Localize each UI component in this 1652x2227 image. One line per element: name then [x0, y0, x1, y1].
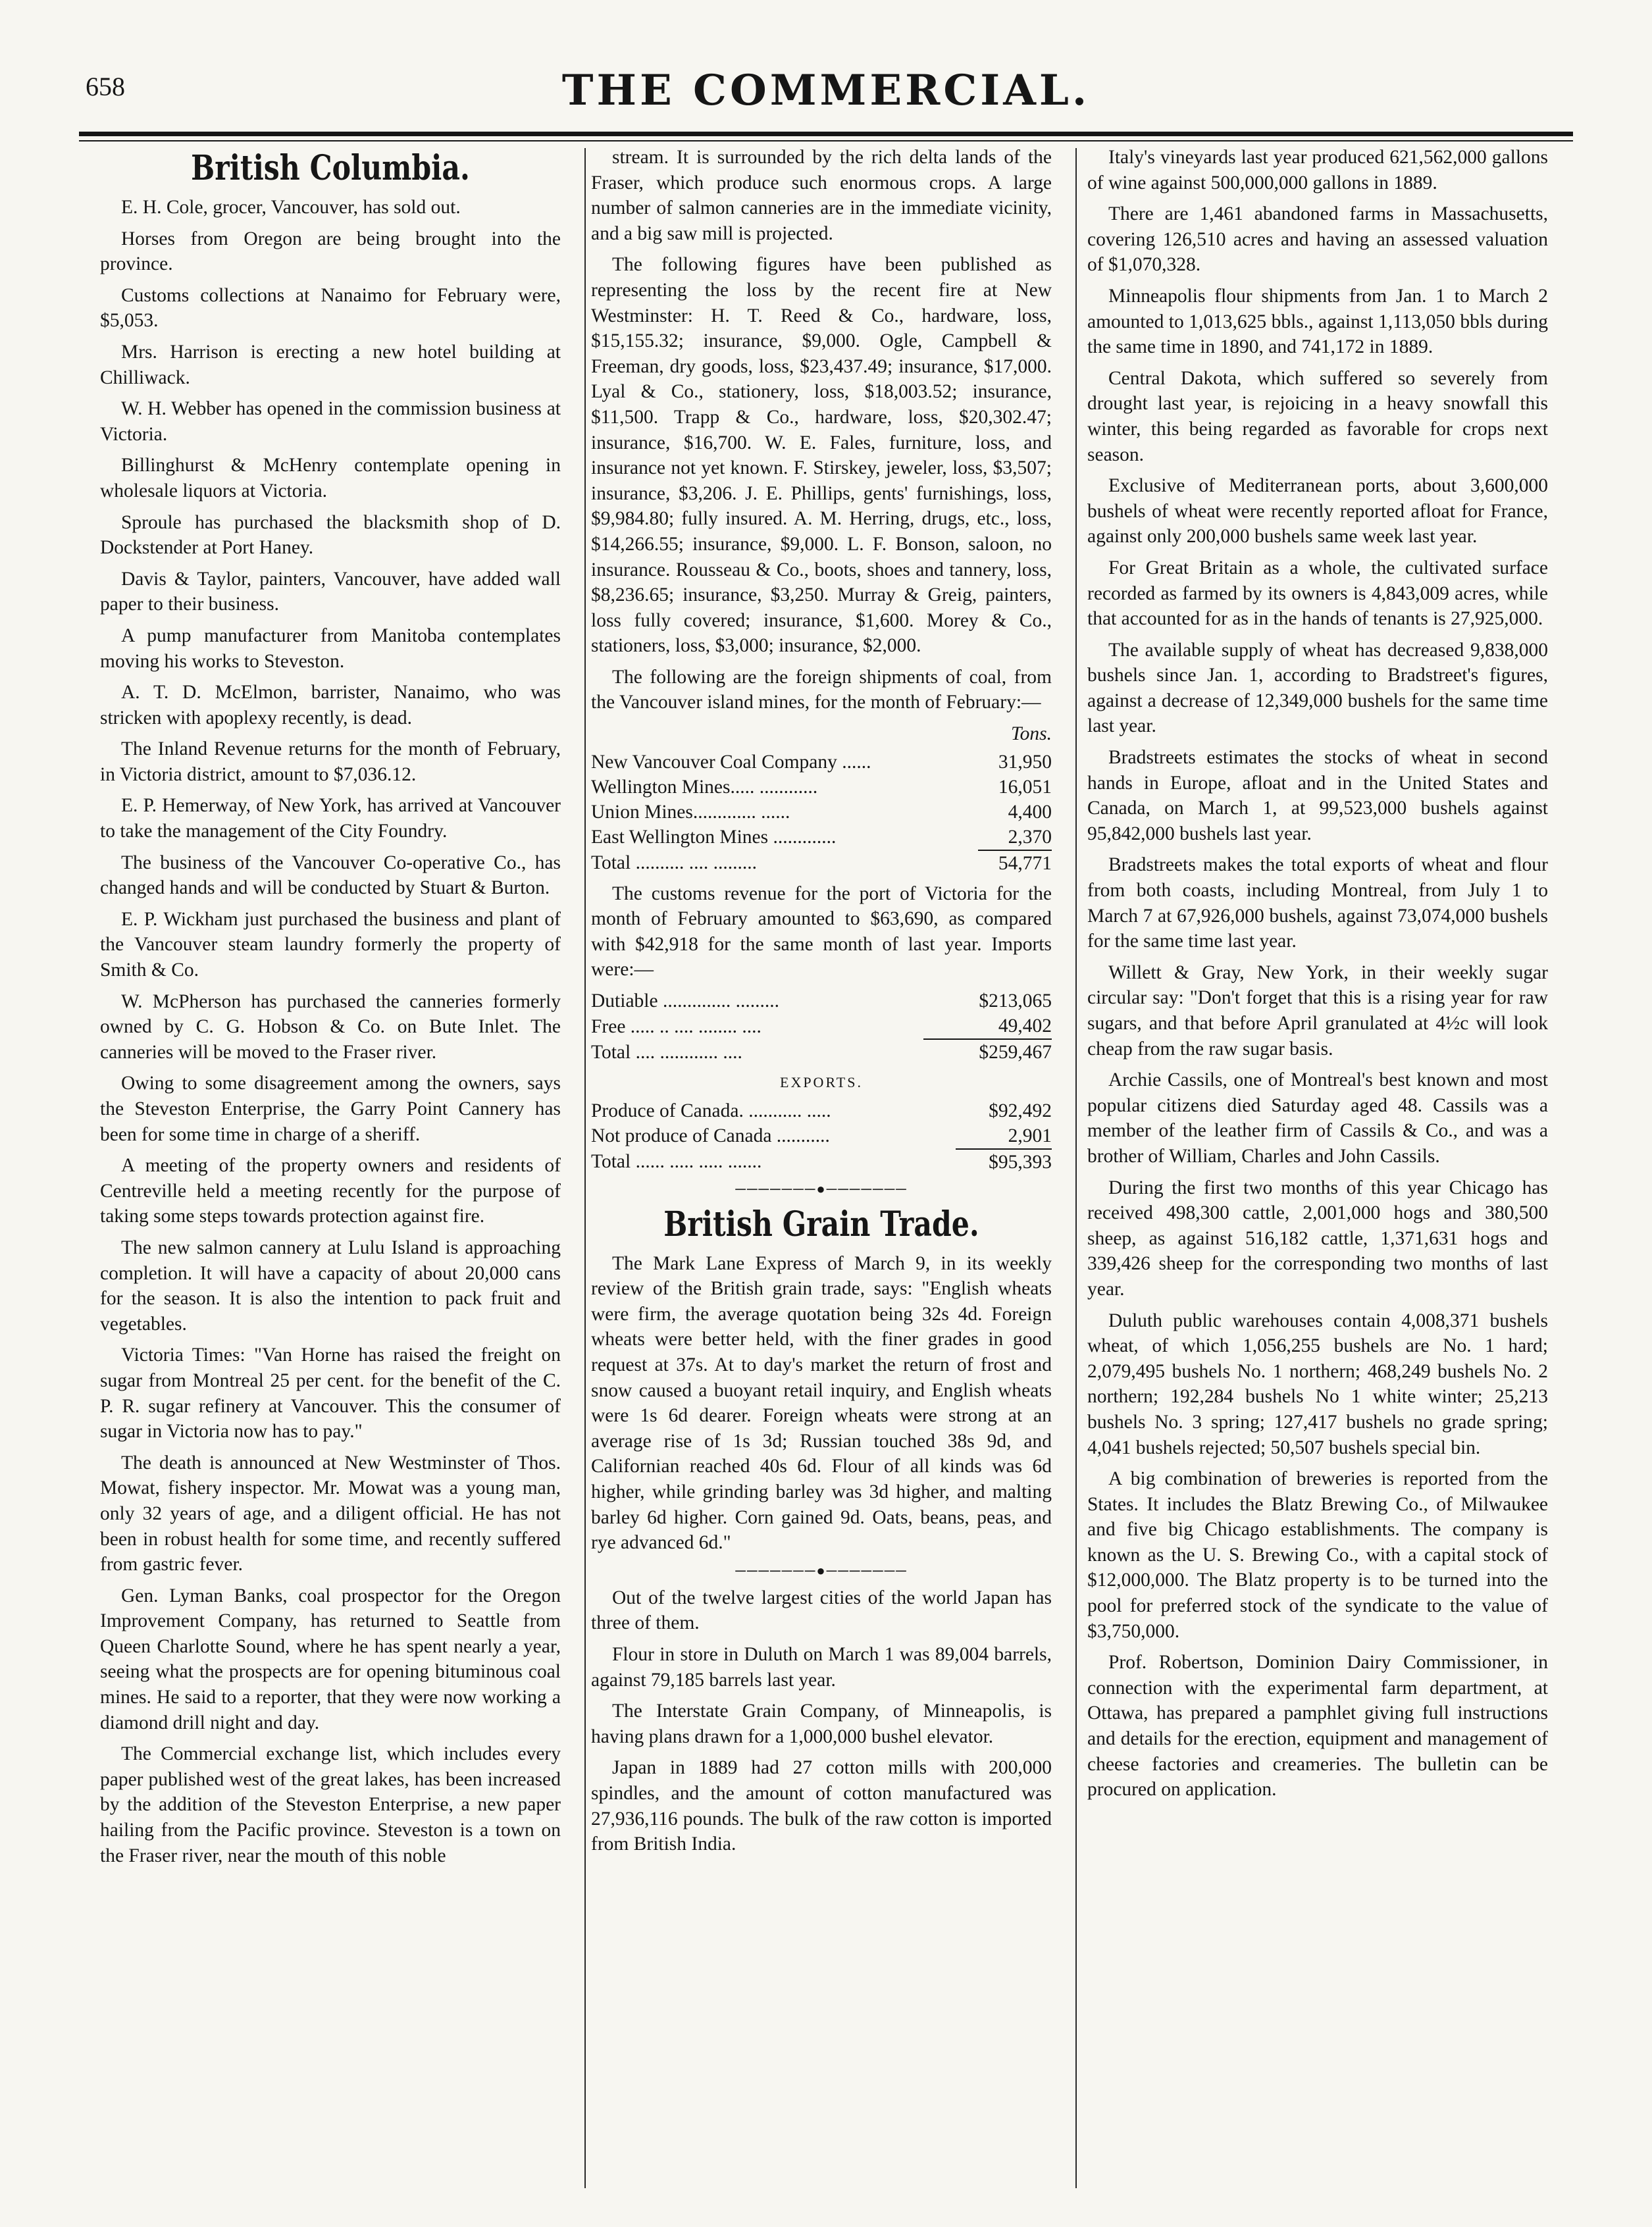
- separator-ornament: ───────●───────: [735, 1562, 908, 1579]
- news-paragraph: The available supply of wheat has decreased 9,838,000 bushels since Jan. 1, according to Bradstreet's figures, against a decrease of 12,349,000 bushels for the same time last year.: [1087, 639, 1548, 737]
- export-row: [591, 1098, 1052, 1123]
- news-paragraph: The Inland Revenue returns for the month of February, in Victoria district, amount to $7,036.12.: [100, 738, 561, 785]
- page-number: 658: [86, 72, 125, 101]
- col3-paragraphs: [1087, 145, 1548, 1803]
- news-paragraph: E. H. Cole, grocer, Vancouver, has sold out.: [121, 197, 461, 218]
- export-row-label: Produce of Canada. ........... .....: [591, 1100, 831, 1121]
- coal-row: [591, 825, 1052, 850]
- import-row-label: Free ..... .. .... ........ ....: [591, 1015, 761, 1037]
- news-paragraph: Exclusive of Mediterranean ports, about 3,600,000 bushels of wheat were recently reported afloat for France, against only 200,000 bushels same week last year.: [1087, 475, 1548, 548]
- imports-table: [591, 988, 1052, 1065]
- news-paragraph: A. T. D. McElmon, barrister, Nanaimo, who was stricken with apoplexy recently, is dead.: [100, 682, 561, 729]
- coal-row-value: 2,370: [1008, 826, 1052, 848]
- news-paragraph: The following are the foreign shipments of coal, from the Vancouver island mines, for the month of February:—: [591, 666, 1052, 713]
- coal-row: [591, 775, 1052, 800]
- news-paragraph: W. H. Webber has opened in the commission business at Victoria.: [100, 398, 561, 445]
- export-row: [591, 1123, 1052, 1149]
- heading-british-grain-trade: British Grain Trade.: [663, 1204, 979, 1244]
- news-paragraph: Bradstreets estimates the stocks of wheat in second hands in Europe, afloat and in the United States and Canada, on March 1, at 99,523,000 bushels against 95,842,000 bushels last year.: [1087, 747, 1548, 844]
- news-paragraph: A pump manufacturer from Manitoba contemplates moving his works to Steveston.: [100, 625, 561, 672]
- news-paragraph: For Great Britain as a whole, the cultivated surface recorded as farmed by its owners is 4,843,009 acres, while that accounted for as in the hands of tenants is 27,925,000.: [1087, 557, 1548, 630]
- masthead-rule-thick: [79, 132, 1573, 136]
- coal-row-label: Union Mines............. ......: [591, 801, 790, 823]
- masthead-rule-thin: [79, 140, 1573, 141]
- import-row-value: 49,402: [998, 1015, 1052, 1037]
- news-paragraph: Flour in store in Duluth on March 1 was 89,004 barrels, against 79,185 barrels last year.: [591, 1643, 1052, 1691]
- news-paragraph: A meeting of the property owners and residents of Centreville held a meeting recently for the purpose of taking some steps towards protection against fire.: [100, 1155, 561, 1227]
- coal-row-value: 4,400: [1008, 801, 1052, 823]
- coal-row-label: New Vancouver Coal Company ......: [591, 751, 871, 773]
- news-paragraph: stream. It is surrounded by the rich delta lands of the Fraser, which produce such enormous crops. A large number of salmon canneries are in the immediate vicinity, and a big saw mill is projected.: [591, 147, 1052, 244]
- coal-row-label: East Wellington Mines .............: [591, 827, 837, 848]
- news-paragraph: E. P. Wickham just purchased the business and plant of the Vancouver steam laundry formerly the property of Smith & Co.: [100, 908, 561, 981]
- import-row-value: $213,065: [979, 990, 1052, 1012]
- coal-total-label: Total .......... .... .........: [591, 852, 757, 874]
- import-row: [591, 1013, 1052, 1039]
- column-divider-2: [1075, 148, 1077, 2188]
- paper-title: THE COMMERCIAL.: [561, 66, 1091, 115]
- imports-total-row: [591, 1039, 1052, 1065]
- news-paragraph: Out of the twelve largest cities of the world Japan has three of them.: [591, 1587, 1052, 1634]
- imports-total-value: $259,467: [923, 1039, 1052, 1065]
- coal-shipments-table: [591, 750, 1052, 876]
- news-paragraph: Central Dakota, which suffered so severely from drought last year, is rejoicing in a heavy snowfall this winter, this being regarded as favorable for crops next season.: [1087, 367, 1548, 465]
- news-paragraph: Billinghurst & McHenry contemplate opening in wholesale liquors at Victoria.: [100, 455, 561, 501]
- heading-british-columbia: British Columbia.: [191, 148, 470, 188]
- masthead: [86, 66, 1566, 135]
- news-paragraph: Archie Cassils, one of Montreal's best known and most popular citizens died Saturday aged 48. Cassils was a member of the leather firm of Cassils & Co., and was a brother of William, Charles and John Cassils.: [1087, 1069, 1548, 1167]
- column-2: [591, 145, 1052, 2191]
- exports-total-row: [591, 1149, 1052, 1175]
- news-paragraph: Sproule has purchased the blacksmith shop of D. Dockstender at Port Haney.: [100, 511, 561, 559]
- news-paragraph: Italy's vineyards last year produced 621,562,000 gallons of wine against 500,000,000 gallons in 1889.: [1087, 147, 1548, 193]
- news-paragraph: Willett & Gray, New York, in their weekly sugar circular say: "Don't forget that this is a rising year for raw sugars, and that before April granulated at 4½c will look cheap from the raw sugar basis.: [1087, 961, 1548, 1060]
- column-1: [100, 145, 561, 2191]
- news-paragraph: Customs collections at Nanaimo for February were, $5,053.: [100, 284, 561, 332]
- news-paragraph: Duluth public warehouses contain 4,008,371 bushels wheat, of which 1,056,255 bushels are No. 1 hard; 2,079,495 bushels No. 1 northern; 468,249 bushels No. 2 northern; 192,284 bushels No 1 white winter; 25,213 bushels No. 3 spring; 127,417 bushels no grade spring; 4,041 bushels rejected; 50,507 bushels special bin.: [1087, 1310, 1548, 1458]
- news-paragraph: A big combination of breweries is reported from the States. It includes the Blatz Brewing Co., of Milwaukee and five big Chicago establishments. The company is known as the U. S. Brewing Co., with a capital stock of $12,000,000. The Blatz property is to be turned into the pool for preferred stock of the syndicate to the value of $3,750,000.: [1087, 1468, 1548, 1642]
- col1-paragraphs: [100, 195, 561, 1868]
- news-paragraph: The death is announced at New Westminster of Thos. Mowat, fishery inspector. Mr. Mowat was a young man, only 32 years of age, and a diligent official. He has not been in robust health for some time, and recently suffered from gastric fever.: [100, 1452, 561, 1575]
- coal-row-value: 31,950: [998, 751, 1052, 773]
- news-paragraph: The new salmon cannery at Lulu Island is approaching completion. It will have a capacity of about 20,000 cans for the season. It is also the intention to pack fruit and vegetables.: [100, 1237, 561, 1335]
- coal-total-row: [591, 850, 1052, 876]
- news-paragraph: Japan in 1889 had 27 cotton mills with 200,000 spindles, and the amount of cotton manufactured was 27,936,116 pounds. The bulk of the raw cotton is imported from British India.: [591, 1757, 1052, 1855]
- coal-row: [591, 800, 1052, 825]
- news-paragraph: The Mark Lane Express of March 9, in its weekly review of the British grain trade, says: "English wheats were firm, the average quotation being 32s 4d. Foreign wheats were better held, with the finer grades in good request at 37s. At to day's market the return of frost and snow caused a buoyant retail inquiry, and English wheats were 1s 6d dearer. Foreign wheats were strong at an average rise of 1s 3d; Russian touched 38s 9d, and Californian reached 40s 6d. Flour of all kinds was 6d higher, while grinding barley was 3d higher, and malting barley 6d higher. Corn gained 9d. Oats, beans, peas, and rye advanced 6d.": [591, 1252, 1052, 1554]
- col2-paragraphs-c: [591, 1585, 1052, 1857]
- coal-row-value: 16,051: [998, 776, 1052, 798]
- coal-row: [591, 750, 1052, 775]
- news-paragraph: The Commercial exchange list, which includes every paper published west of the great lakes, has been increased by the addition of the Steveston Enterprise, a new paper hailing from the Pacific province. Steveston is a town on the Fraser river, near the mouth of this noble: [100, 1743, 561, 1866]
- export-row-value: 2,901: [1008, 1125, 1052, 1146]
- export-row-label: Not produce of Canada ...........: [591, 1125, 830, 1147]
- coal-row-label: Wellington Mines..... ............: [591, 776, 818, 798]
- imports-total-label: Total .... ............ ....: [591, 1041, 742, 1063]
- news-paragraph: Prof. Robertson, Dominion Dairy Commissioner, in connection with the experimental farm department, at Ottawa, has prepared a pamphlet giving full instructions and details for the erection, equipment and management of cheese factories and creameries. The bulletin can be procured on application.: [1087, 1652, 1548, 1801]
- import-row-label: Dutiable .............. .........: [591, 990, 779, 1012]
- customs-paragraph: The customs revenue for the port of Victoria for the month of February amounted to $63,690, as compared with $42,918 for the same month of last year. Imports were:—: [591, 883, 1052, 981]
- coal-total-value: 54,771: [978, 850, 1052, 876]
- news-paragraph: The Interstate Grain Company, of Minneapolis, is having plans drawn for a 1,000,000 bushel elevator.: [591, 1701, 1052, 1747]
- news-paragraph: Gen. Lyman Banks, coal prospector for the Oregon Improvement Company, has returned to Seattle from Queen Charlotte Sound, where he has spent nearly a year, seeing what the prospects are for opening bituminous coal mines. He said to a reporter, that they were now working a diamond drill night and day.: [100, 1585, 561, 1733]
- column-divider-1: [584, 148, 586, 2188]
- news-paragraph: Minneapolis flour shipments from Jan. 1 to March 2 amounted to 1,013,625 bbls., against 1,113,050 bbls during the same time in 1890, and 741,172 in 1889.: [1087, 285, 1548, 358]
- news-paragraph: There are 1,461 abandoned farms in Massachusetts, covering 126,510 acres and having an assessed valuation of $1,070,328.: [1087, 203, 1548, 276]
- news-paragraph: Bradstreets makes the total exports of wheat and flour from both coasts, including Montreal, from July 1 to March 7 at 67,926,000 bushels, against 73,074,000 bushels for the same time last year.: [1087, 854, 1548, 952]
- column-3: [1087, 145, 1548, 2191]
- news-paragraph: Horses from Oregon are being brought into the province.: [100, 228, 561, 275]
- import-row: [591, 988, 1052, 1013]
- news-paragraph: During the first two months of this year Chicago has received 498,300 cattle, 2,001,000 hogs and 380,500 sheep, as against 516,182 cattle, 1,371,631 hogs and 339,426 sheep for the corresponding two months of last year.: [1087, 1177, 1548, 1300]
- exports-table: [591, 1098, 1052, 1175]
- news-paragraph: W. McPherson has purchased the canneries formerly owned by C. G. Hobson & Co. on Bute Inlet. The canneries will be moved to the Fraser river.: [100, 990, 561, 1063]
- exports-total-label: Total ...... ..... ..... .......: [591, 1151, 762, 1173]
- news-paragraph: E. P. Hemerway, of New York, has arrived at Vancouver to take the management of the City Foundry.: [100, 795, 561, 842]
- news-paragraph: The following figures have been published as representing the loss by the recent fire at New Westminster: H. T. Reed & Co., hardware, loss, $15,155.32; insurance, $9,000. Ogle, Campbell & Freeman, dry goods, loss, $23,437.49; insurance, $17,000. Lyal & Co., stationery, loss, $18,003.52; insurance, $11,500. Trapp & Co., hardware, loss, $20,302.47; insurance, $16,700. W. E. Fales, furniture, loss, and insurance not yet known. F. Stirskey, jeweler, loss, $3,507; insurance, $3,206. J. E. Phillips, gents' furnishings, loss, $9,984.80; fully insured. A. M. Herring, drugs, etc., loss, $14,266.55; insurance, $9,000. L. F. Bonson, saloon, no insurance. Rousseau & Co., boots, shoes and tannery, loss, $8,236.65; insurance, $3,250. Murray & Greig, painters, loss fully covered; insurance, $1,600. Morey & Co., stationers, loss, $3,000; insurance, $2,000.: [591, 254, 1052, 657]
- news-paragraph: Davis & Taylor, painters, Vancouver, have added wall paper to their business.: [100, 568, 561, 615]
- export-row-value: $92,492: [989, 1100, 1052, 1121]
- exports-heading: EXPORTS.: [780, 1074, 863, 1091]
- col2-paragraphs-a: [591, 145, 1052, 715]
- news-paragraph: Victoria Times: "Van Horne has raised the freight on sugar from Montreal 25 per cent. for the benefit of the C. P. R. sugar refinery at Vancouver. This the consumer of sugar in Victoria now has to pay.": [100, 1344, 561, 1443]
- col2-paragraphs-b: [591, 1251, 1052, 1556]
- news-paragraph: Owing to some disagreement among the owners, says the Steveston Enterprise, the Garry Point Cannery has been for some time in charge of a sheriff.: [100, 1073, 561, 1145]
- coal-unit: Tons.: [1010, 723, 1052, 745]
- exports-total-value: $95,393: [956, 1149, 1052, 1175]
- news-paragraph: Mrs. Harrison is erecting a new hotel building at Chilliwack.: [100, 341, 561, 388]
- news-paragraph: The business of the Vancouver Co-operative Co., has changed hands and will be conducted by Stuart & Burton.: [100, 852, 561, 899]
- separator-ornament: ───────●───────: [735, 1180, 908, 1197]
